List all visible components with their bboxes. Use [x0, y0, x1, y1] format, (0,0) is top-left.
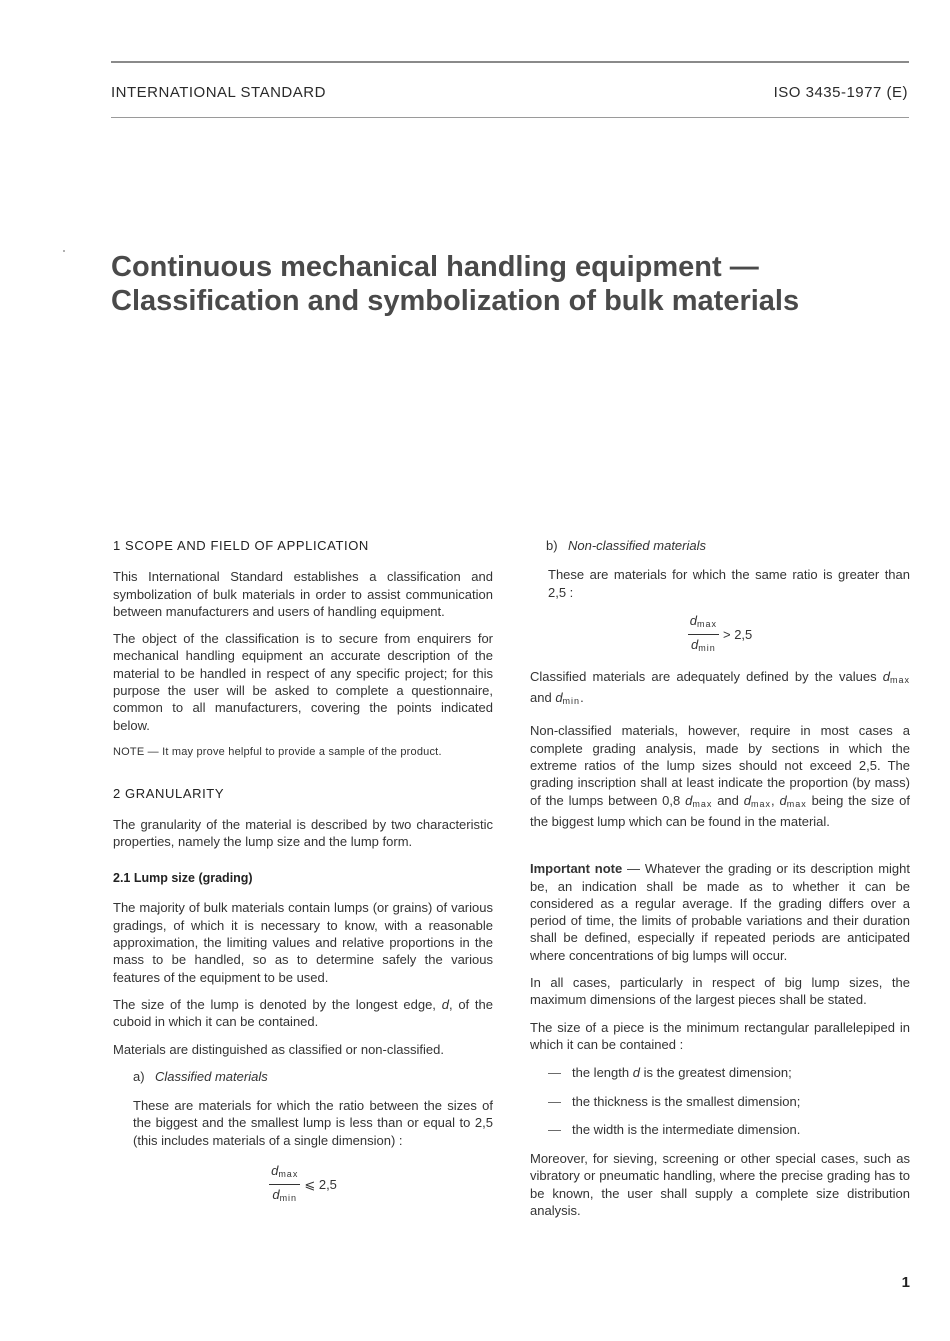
important-note-label: Important note [530, 861, 623, 877]
subscript: min [698, 642, 716, 653]
text-run: being the size of the biggest lump which can be found in the material. [530, 792, 910, 829]
text-run: and [530, 690, 556, 706]
list-item-key: b) [546, 538, 558, 553]
page-number: 1 [901, 1274, 910, 1291]
symbol-d: d [272, 1187, 280, 1203]
subscript: min [279, 1193, 298, 1204]
section-2-1-paragraph-2 [113, 996, 493, 1031]
text-run: Classified materials are adequately defined by the values [530, 668, 883, 684]
section-2-paragraph-1: The granularity of the material is described by two characteristic properties, namely the lump size and the lump form. [113, 816, 493, 849]
symbol-d: d [271, 1163, 279, 1179]
dash-bullet: — [548, 1121, 561, 1137]
variable-d: d [632, 1065, 640, 1081]
important-note-paragraph [530, 860, 910, 964]
variable-d: d [441, 996, 449, 1012]
right-column [530, 537, 910, 1219]
non-classified-description: These are materials for which the same ratio is greater than 2,5 : [548, 567, 910, 600]
section-2-1-paragraph-3: Materials are distinguished as classified or non-classified. [113, 1041, 444, 1057]
section-1-paragraph-1: This International Standard establishes a classification and symbolization of bulk materials in order to assist communication between manufacturers and users of handling equipment. [113, 569, 493, 619]
left-column [113, 537, 493, 1206]
symbol-d: d [555, 690, 563, 706]
denominator [270, 1185, 299, 1206]
standard-number: ISO 3435-1977 (E) [773, 84, 908, 101]
dimension-text: the thickness is the smallest dimension; [572, 1093, 801, 1109]
section-1-heading: 1 SCOPE AND FIELD OF APPLICATION [113, 538, 369, 553]
scan-speck [63, 250, 65, 252]
section-1-note: NOTE — It may prove helpful to provide a sample of the product. [113, 745, 442, 758]
dimension-text [572, 1064, 792, 1081]
non-classified-formula [530, 613, 910, 656]
list-item-b [546, 537, 910, 554]
dimension-list-item [548, 1121, 910, 1138]
symbol-d: d [779, 792, 787, 808]
text-run: The size of the lump is denoted by the longest edge, [113, 996, 442, 1012]
relation: > 2,5 [722, 626, 753, 642]
list-item-a [133, 1068, 493, 1085]
text-run: , of the cuboid in which it can be contained. [113, 996, 493, 1030]
numerator [269, 1163, 300, 1185]
classified-description: These are materials for which the ratio between the sizes of the biggest and the smallest lump is less than or equal to 2,5 (this includes materials of a single dimension) : [133, 1098, 493, 1148]
dash-bullet: — [548, 1093, 561, 1109]
list-item-label: Classified materials [155, 1068, 268, 1084]
non-classified-analysis-paragraph [530, 722, 910, 830]
numerator [688, 613, 719, 635]
symbol-d: d [689, 612, 697, 628]
symbol-d: d [685, 792, 693, 808]
section-2-1-heading: 2.1 Lump size (grading) [113, 871, 253, 886]
dash-bullet: — [548, 1065, 561, 1081]
subscript: min [562, 696, 581, 707]
text-run: — Whatever the grading or its description might be, an indication shall be made as to whether it can be considered as a regular average. If the grading differs over a period of time, the limits of probable variations and their duration shall be defined, especially if repeated periods are anticipated where concentrations of big lumps will occur. [530, 861, 910, 963]
text-run: , [771, 792, 780, 808]
section-1-paragraph-2: The object of the classification is to secure from enquirers for mechanical handling equipment an accurate description of the material to be handled in respect of any specific project; for this purpose the user will be asked to complete a questionnaire, common to all manufacturers, covering the points indicated below. [113, 631, 493, 733]
classified-definition-paragraph [530, 668, 910, 711]
relation: ⩽ 2,5 [304, 1176, 337, 1192]
subscript: max [692, 798, 713, 809]
header-bottom-rule [111, 117, 909, 118]
subscript: max [889, 674, 910, 685]
section-2-heading: 2 GRANULARITY [113, 786, 225, 802]
list-item-key: a) [133, 1068, 145, 1084]
subscript: max [278, 1169, 299, 1180]
text-run: . [580, 690, 584, 706]
text-run: is the greatest dimension; [639, 1065, 792, 1081]
largest-pieces-paragraph: In all cases, particularly in respect of big lump sizes, the maximum dimensions of the largest pieces shall be stated. [530, 975, 910, 1008]
ratio-fraction [269, 1163, 300, 1206]
classified-formula [113, 1163, 493, 1206]
denominator [689, 635, 718, 656]
symbol-d: d [743, 792, 751, 808]
symbol-d: d [882, 668, 890, 684]
size-distribution-paragraph: Moreover, for sieving, screening or other special cases, such as vibratory or pneumatic handling, where the precise grading has to be known, the user shall supply a complete size distribution analysis. [530, 1151, 910, 1219]
dimension-list-item [548, 1064, 910, 1081]
section-2-1-paragraph-1: The majority of bulk materials contain lumps (or grains) of various gradings, of which it is necessary to know, with a reasonable approximation, the limiting values and relative proportions in the mass to be handled, so as to determine safely the various features of the equipment to be used. [113, 900, 493, 985]
list-item-label: Non-classified materials [568, 538, 706, 553]
symbol-d: d [690, 636, 699, 652]
dimension-list-item [548, 1093, 910, 1110]
dimension-text: the width is the intermediate dimension. [572, 1121, 801, 1137]
text-run: and [712, 792, 744, 808]
document-title: Continuous mechanical handling equipment — Classification and symbolization of bulk materials [111, 251, 800, 317]
header-top-rule [111, 61, 909, 63]
subscript: max [750, 798, 771, 809]
subscript: max [696, 618, 717, 629]
ratio-fraction [688, 613, 719, 656]
piece-size-paragraph: The size of a piece is the minimum rectangular parallelepiped in which it can be contained : [530, 1019, 910, 1052]
subscript: max [786, 798, 807, 809]
standard-label: INTERNATIONAL STANDARD [111, 84, 326, 101]
text-run: the length [572, 1065, 633, 1081]
text-run: Non-classified materials, however, require in most cases a complete grading analysis, made by sections in which the extreme ratios of the lump sizes should not exceed 2,5. The grading inscription shall at least indicate the proportion (by mass) of the lumps between 0,8 [530, 723, 910, 808]
